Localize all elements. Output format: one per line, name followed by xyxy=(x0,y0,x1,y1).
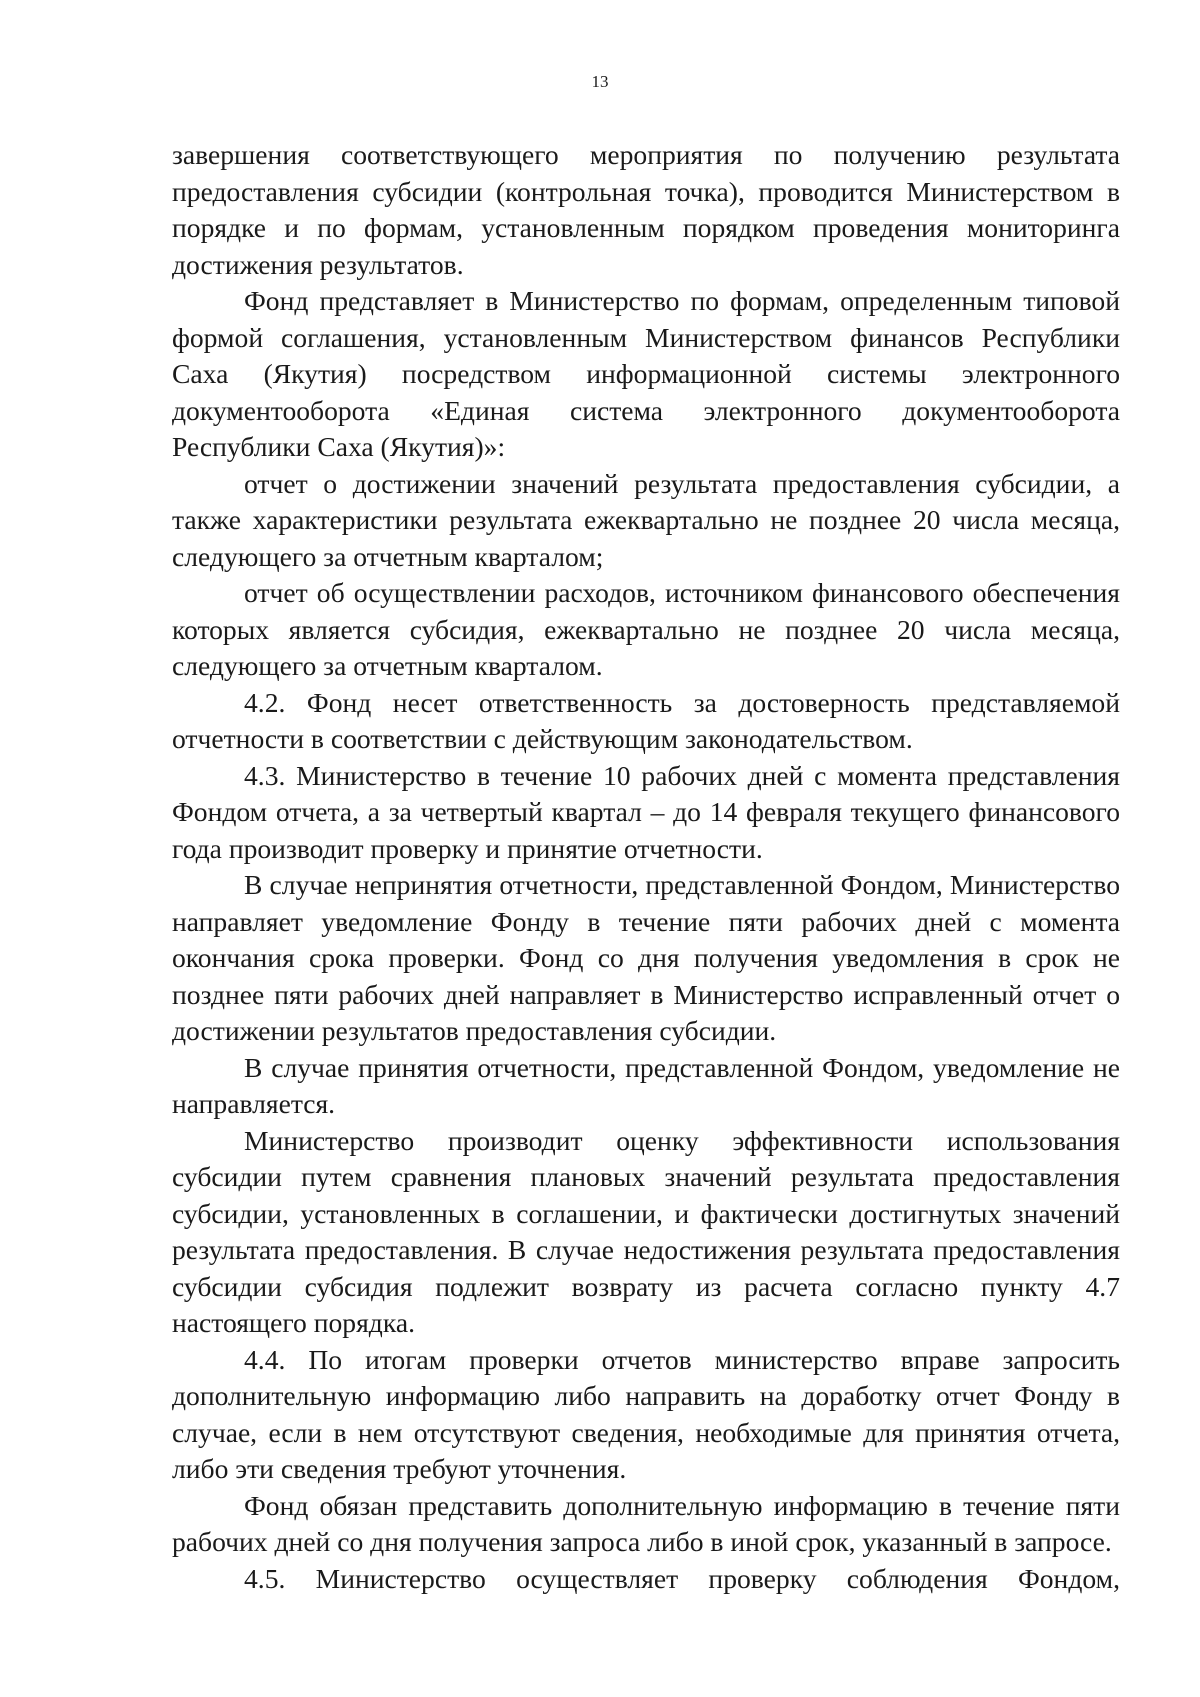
paragraph-evaluation: Министерство производит оценку эффективности использования субсидии путем сравнения плановых значений результата предоставления субсидии, установленных в соглашении, и фактически достигнутых значений результата предоставления. В случае недостижения результата предоставления субсидии субсидия подлежит возврату из расчета согласно пункту 4.7 настоящего порядка. xyxy=(172,1124,1120,1338)
document-body xyxy=(172,137,1120,1597)
paragraph-4-2: 4.2. Фонд несет ответственность за достоверность представляемой отчетности в соответствии с действующим законодательством. xyxy=(172,686,1120,754)
paragraph-report-results: отчет о достижении значений результата предоставления субсидии, а также характеристики результата ежеквартально не позднее 20 числа месяца, следующего за отчетным кварталом; xyxy=(172,467,1120,572)
paragraph-rejection: В случае непринятия отчетности, представленной Фондом, Министерство направляет уведомление Фонду в течение пяти рабочих дней с момента окончания срока проверки. Фонд со дня получения уведомления в срок не позднее пяти рабочих дней направляет в Министерство исправленный отчет о достижении результатов предоставления субсидии. xyxy=(172,869,1120,1046)
paragraph-additional-info: Фонд обязан представить дополнительную информацию в течение пяти рабочих дней со дня получения запроса либо в иной срок, указанный в запросе. xyxy=(172,1489,1120,1557)
paragraph-4-3: 4.3. Министерство в течение 10 рабочих дней с момента представления Фондом отчета, а за четвертый квартал – до 14 февраля текущего финансового года производит проверку и принятие отчетности. xyxy=(172,759,1120,864)
paragraph-4-5: 4.5. Министерство осуществляет проверку соблюдения Фондом, xyxy=(244,1562,1120,1594)
paragraph-fund-reports: Фонд представляет в Министерство по формам, определенным типовой формой соглашения, установленным Министерством финансов Республики Саха (Якутия) посредством информационной системы электронного документооборота «Единая система электронного документооборота Республики Саха (Якутия)»: xyxy=(172,285,1120,462)
paragraph-acceptance: В случае принятия отчетности, представленной Фондом, уведомление не направляется. xyxy=(172,1051,1120,1119)
paragraph-continuation: завершения соответствующего мероприятия по получению результата предоставления субсидии (контрольная точка), проводится Министерством в порядке и по формам, установленным порядком проведения мониторинга достижения результатов. xyxy=(172,139,1120,280)
paragraph-report-expenses: отчет об осуществлении расходов, источником финансового обеспечения которых является субсидия, ежеквартально не позднее 20 числа месяца, следующего за отчетным кварталом. xyxy=(172,577,1120,681)
page-number: 13 xyxy=(591,72,609,91)
paragraph-4-4: 4.4. По итогам проверки отчетов министерство вправе запросить дополнительную информацию либо направить на доработку отчет Фонду в случае, если в нем отсутствуют сведения, необходимые для принятия отчета, либо эти сведения требуют уточнения. xyxy=(172,1343,1120,1484)
